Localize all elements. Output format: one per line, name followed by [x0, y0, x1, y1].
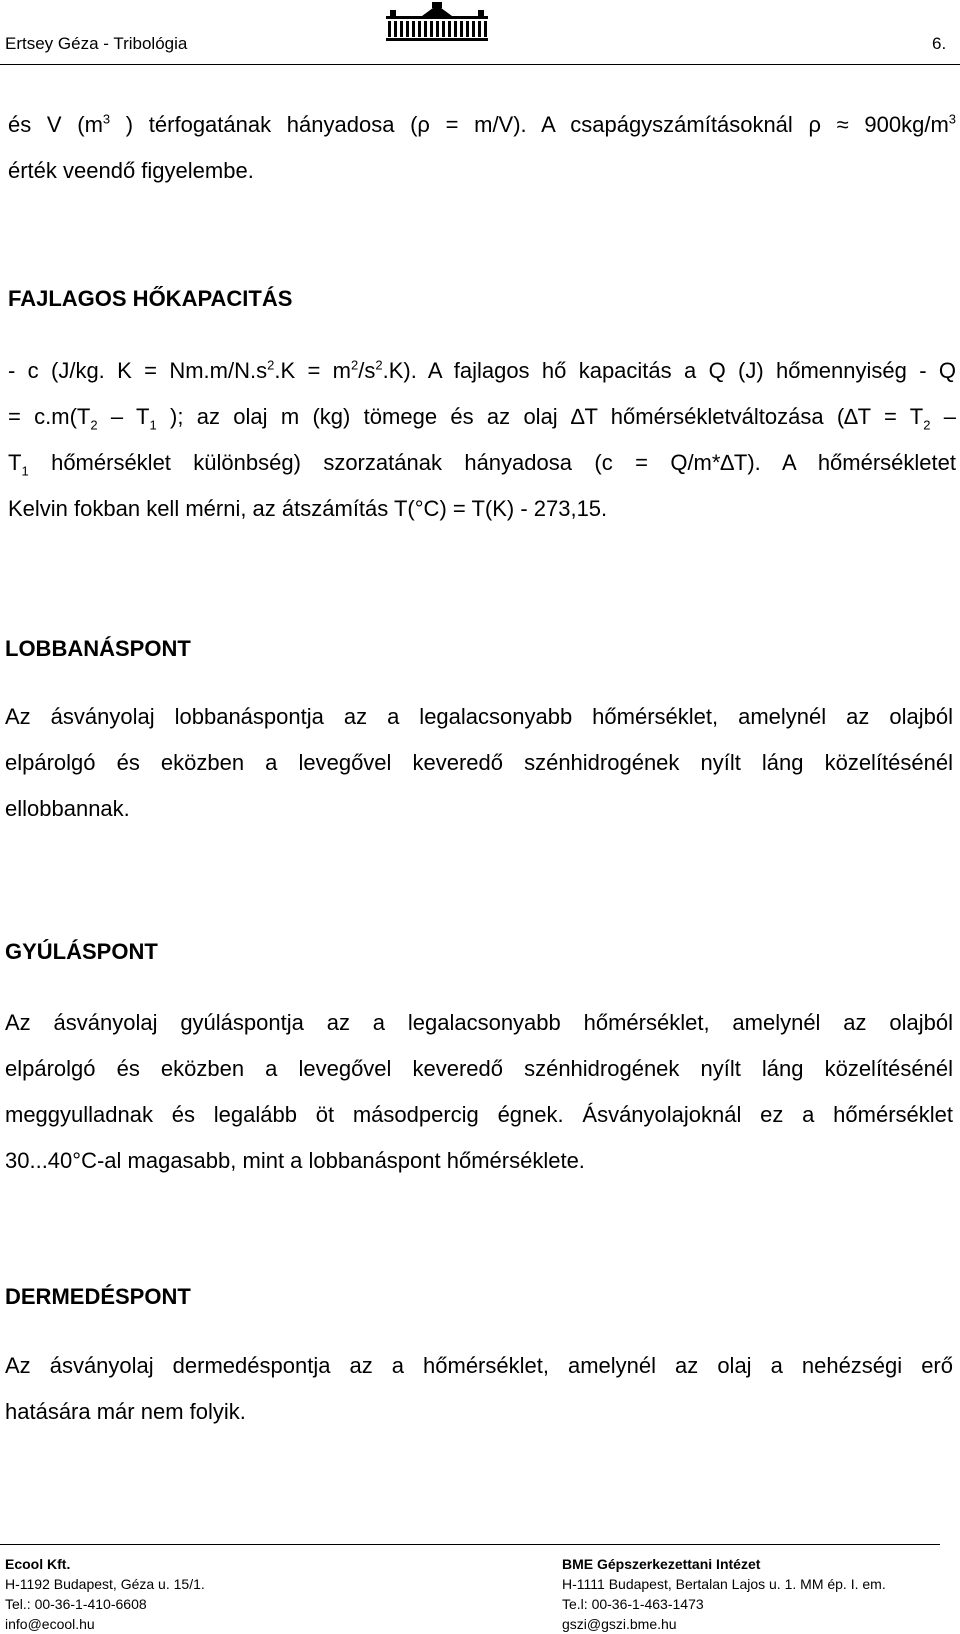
section-heading-fajlagos: FAJLAGOS HŐKAPACITÁS	[8, 286, 293, 311]
text-line: = $c.m(T_2 - T_1$ ); az olaj m (kg) tömege és az olaj ∆T hőmérsékletváltozása ($\Delta T = T_2$ –	[8, 404, 956, 433]
text-line: Az ásványolaj gyúláspontja az a legalacsonyabb hőmérséklet, amelynél az olajból	[5, 1010, 953, 1035]
footer-email: gszi@gszi.bme.hu	[562, 1616, 677, 1632]
section-heading-dermedespont: DERMEDÉSPONT	[5, 1284, 191, 1309]
text-line: 30...40°C-al magasabb, mint a lobbanáspont hőmérséklete.	[5, 1148, 585, 1173]
footer-phone: Tel.: 00-36-1-410-6608	[5, 1596, 147, 1612]
footer-phone: Te.l: 00-36-1-463-1473	[562, 1596, 704, 1612]
text-line: érték veendő figyelembe.	[8, 158, 254, 183]
footer-address: H-1192 Budapest, Géza u. 15/1.	[5, 1576, 205, 1592]
lobbanaspont-paragraph	[5, 694, 953, 832]
header-divider	[0, 64, 960, 65]
text-line: $T_1$ hőmérséklet különbség) szorzatának hányadosa (c = Q/m*∆T). A hőmérsékletet	[8, 450, 956, 479]
text-line: elpárolgó és eközben a levegővel keveredő szénhidrogének nyílt láng közelítésénél	[5, 1056, 953, 1081]
text-line: Az ásványolaj lobbanáspontja az a legalacsonyabb hőmérséklet, amelynél az olajból	[5, 704, 953, 729]
text-line: és V ($m^3$ ) térfogatának hányadosa (ρ = m/V). A csapágyszámításoknál $\rho \approx 900kg/m^3$	[8, 111, 957, 137]
text-line: Kelvin fokban kell mérni, az átszámítás T(°C) = T(K) - 273,15.	[8, 496, 608, 521]
dermedespont-paragraph	[5, 1343, 953, 1435]
text-line: hatására már nem folyik.	[5, 1399, 246, 1424]
university-building-logo	[382, 2, 492, 44]
footer-institute-name: BME Gépszerkezettani Intézet	[562, 1556, 761, 1572]
gyulaspont-paragraph	[5, 1000, 953, 1184]
text-line: ellobbannak.	[5, 796, 130, 821]
header-title: Ertsey Géza - Tribológia	[5, 34, 188, 53]
footer-email: info@ecool.hu	[5, 1616, 95, 1632]
text-line: elpárolgó és eközben a levegővel keveredő szénhidrogének nyílt láng közelítésénél	[5, 750, 953, 775]
footer-address: H-1111 Budapest, Bertalan Lajos u. 1. MM ép. I. em.	[562, 1576, 886, 1592]
footer-company-name: Ecool Kft.	[5, 1556, 71, 1572]
section-heading-gyulaspont: GYÚLÁSPONT	[5, 939, 158, 964]
section-heading-lobbanaspont: LOBBANÁSPONT	[5, 636, 191, 661]
fajlagos-paragraph	[8, 348, 956, 532]
footer-ecool	[5, 1554, 205, 1634]
footer-divider	[0, 1544, 940, 1545]
footer-bme	[562, 1554, 886, 1634]
text-line: meggyulladnak és legalább öt másodpercig égnek. Ásványolajoknál ez a hőmérséklet	[5, 1102, 953, 1127]
page-number: 6.	[932, 34, 947, 53]
text-line: Az ásványolaj dermedéspontja az a hőmérséklet, amelynél az olaj a nehézségi erő	[5, 1353, 953, 1378]
intro-paragraph	[8, 102, 956, 194]
text-line: - c (J/kg. $K = Nm.m/N.s^2.K = m^2/s^2.K$). A fajlagos hő kapacitás a Q (J) hőmennyiség - Q	[8, 357, 956, 383]
